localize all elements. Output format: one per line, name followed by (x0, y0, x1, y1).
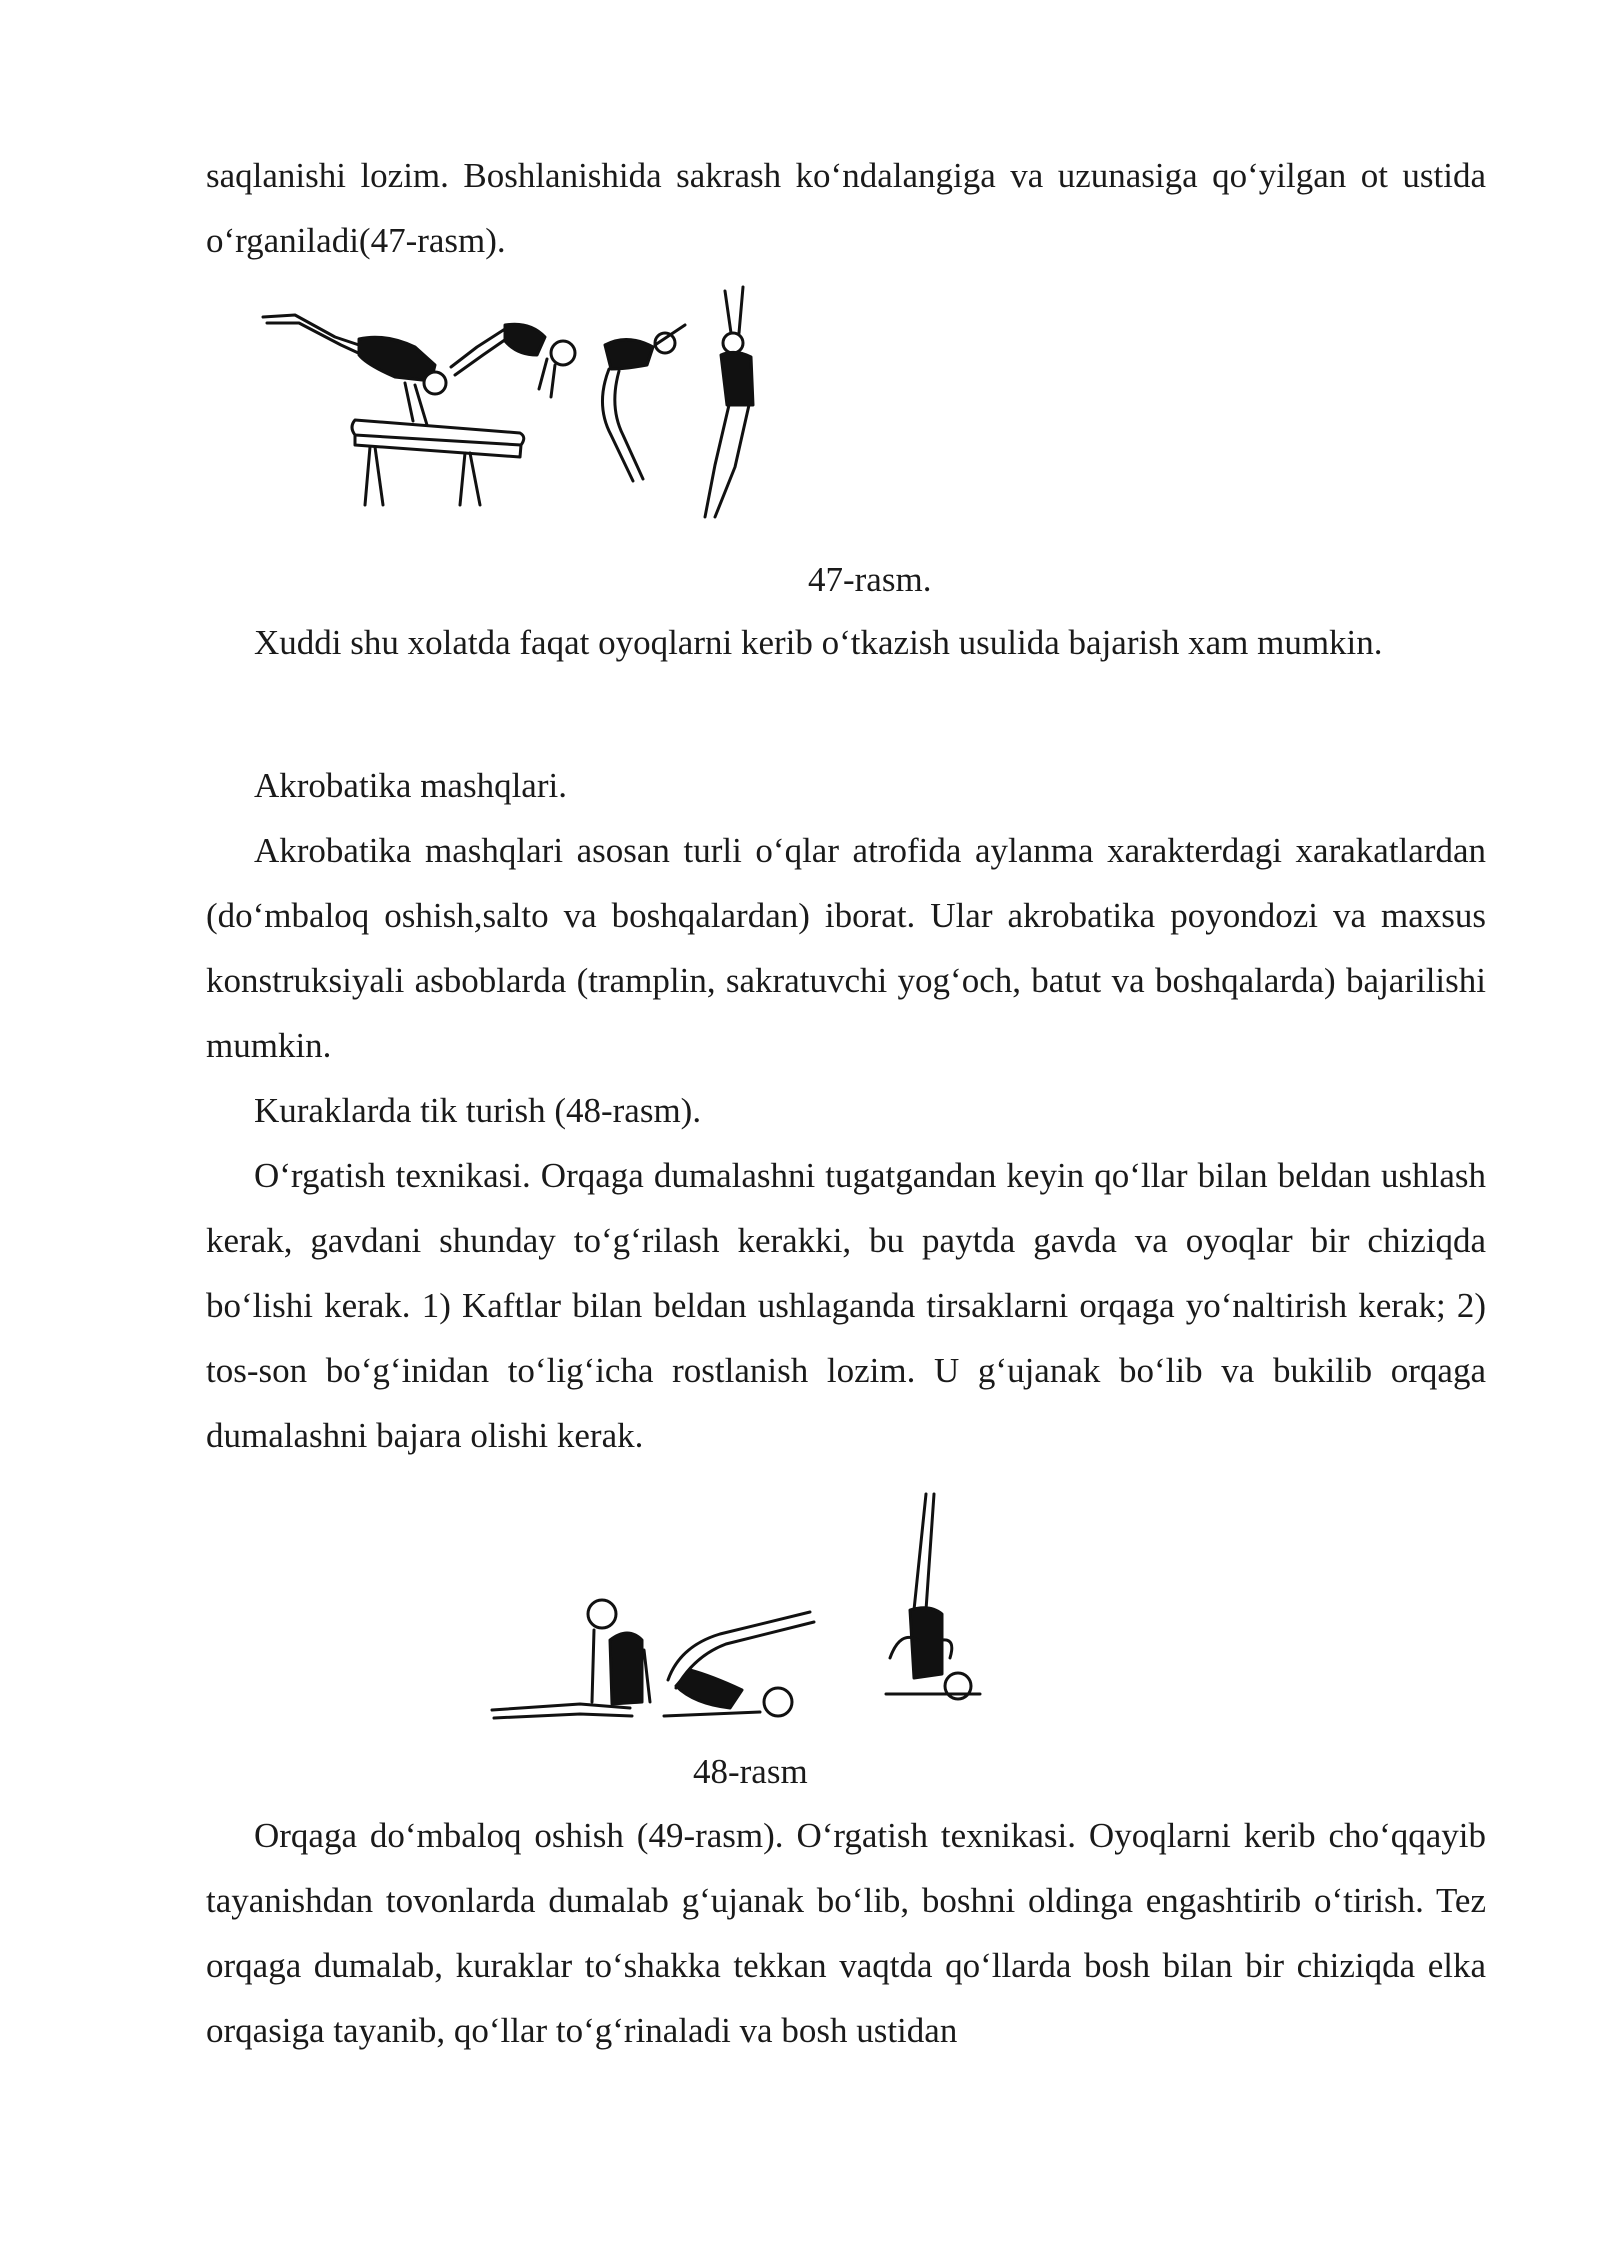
paragraph: saqlanishi lozim. Boshlanishida sakrash ko‘ndalangiga va uzunasiga qo‘yilgan ot ustida o‘rganiladi(47-rasm). (206, 156, 1486, 260)
text-block-middle (206, 610, 1486, 1468)
gymnast-sitting (492, 1600, 650, 1718)
paragraph: Kuraklarda tik turish (48-rasm). (254, 1091, 702, 1130)
gymnast-3 (602, 325, 685, 481)
pommel-horse (352, 420, 524, 505)
figure-48-illustration (480, 1490, 1010, 1740)
text-block-top (206, 143, 1486, 273)
paragraph: Orqaga do‘mbaloq oshish (49-rasm). O‘rgatish texnikasi. Oyoqlarni kerib cho‘qqayib tayanishdan tovonlarda dumalab g‘ujanak bo‘lib, boshni oldinga engashtirib o‘tirish. Tez orqaga dumalab, kuraklar to‘shakka tekkan vaqtda qo‘llarda bosh bilan bir chiziqda elka orqasiga tayanib, qo‘llar to‘g‘rinaladi va bosh ustidan (206, 1816, 1486, 2050)
gymnast-shoulder-stand (886, 1494, 980, 1699)
paragraph: Xuddi shu xolatda faqat oyoqlarni kerib o‘tkazish usulida bajarish xam mumkin. (254, 623, 1383, 662)
paragraph: Akrobatika mashqlari asosan turli o‘qlar atrofida aylanma xarakterdagi xarakatlardan (do‘mbaloq oshish,salto va boshqalardan) iborat. Ular akrobatika poyondozi va maxsus konstruksiyali asboblarda (tramplin, sakratuvchi yog‘och, batut va boshqalarda) bajarilishi mumkin. (206, 831, 1486, 1065)
figure-47-illustration (255, 285, 775, 525)
gymnast-4 (705, 287, 753, 517)
gymnast-rolling (664, 1612, 814, 1716)
figure-47-caption: 47-rasm. (808, 560, 932, 599)
paragraph: O‘rgatish texnikasi. Orqaga dumalashni tugatgandan keyin qo‘llar bilan beldan ushlash kerak, gavdani shunday to‘g‘rilash kerakki, bu paytda gavda va oyoqlar bir chiziqda bo‘lishi kerak. 1) Kaftlar bilan beldan ushlaganda tirsaklarni orqaga yo‘naltirish kerak; 2) tos-son bo‘g‘inidan to‘lig‘icha rostlanish lozim. U g‘ujanak bo‘lib va bukilib orqaga dumalashni bajara olishi kerak. (206, 1156, 1486, 1455)
figure-48-caption: 48-rasm (693, 1752, 808, 1791)
section-heading: Akrobatika mashqlari. (254, 766, 567, 805)
gymnast-2 (451, 324, 575, 397)
text-block-bottom (206, 1803, 1486, 2063)
gymnast-1 (263, 315, 446, 425)
